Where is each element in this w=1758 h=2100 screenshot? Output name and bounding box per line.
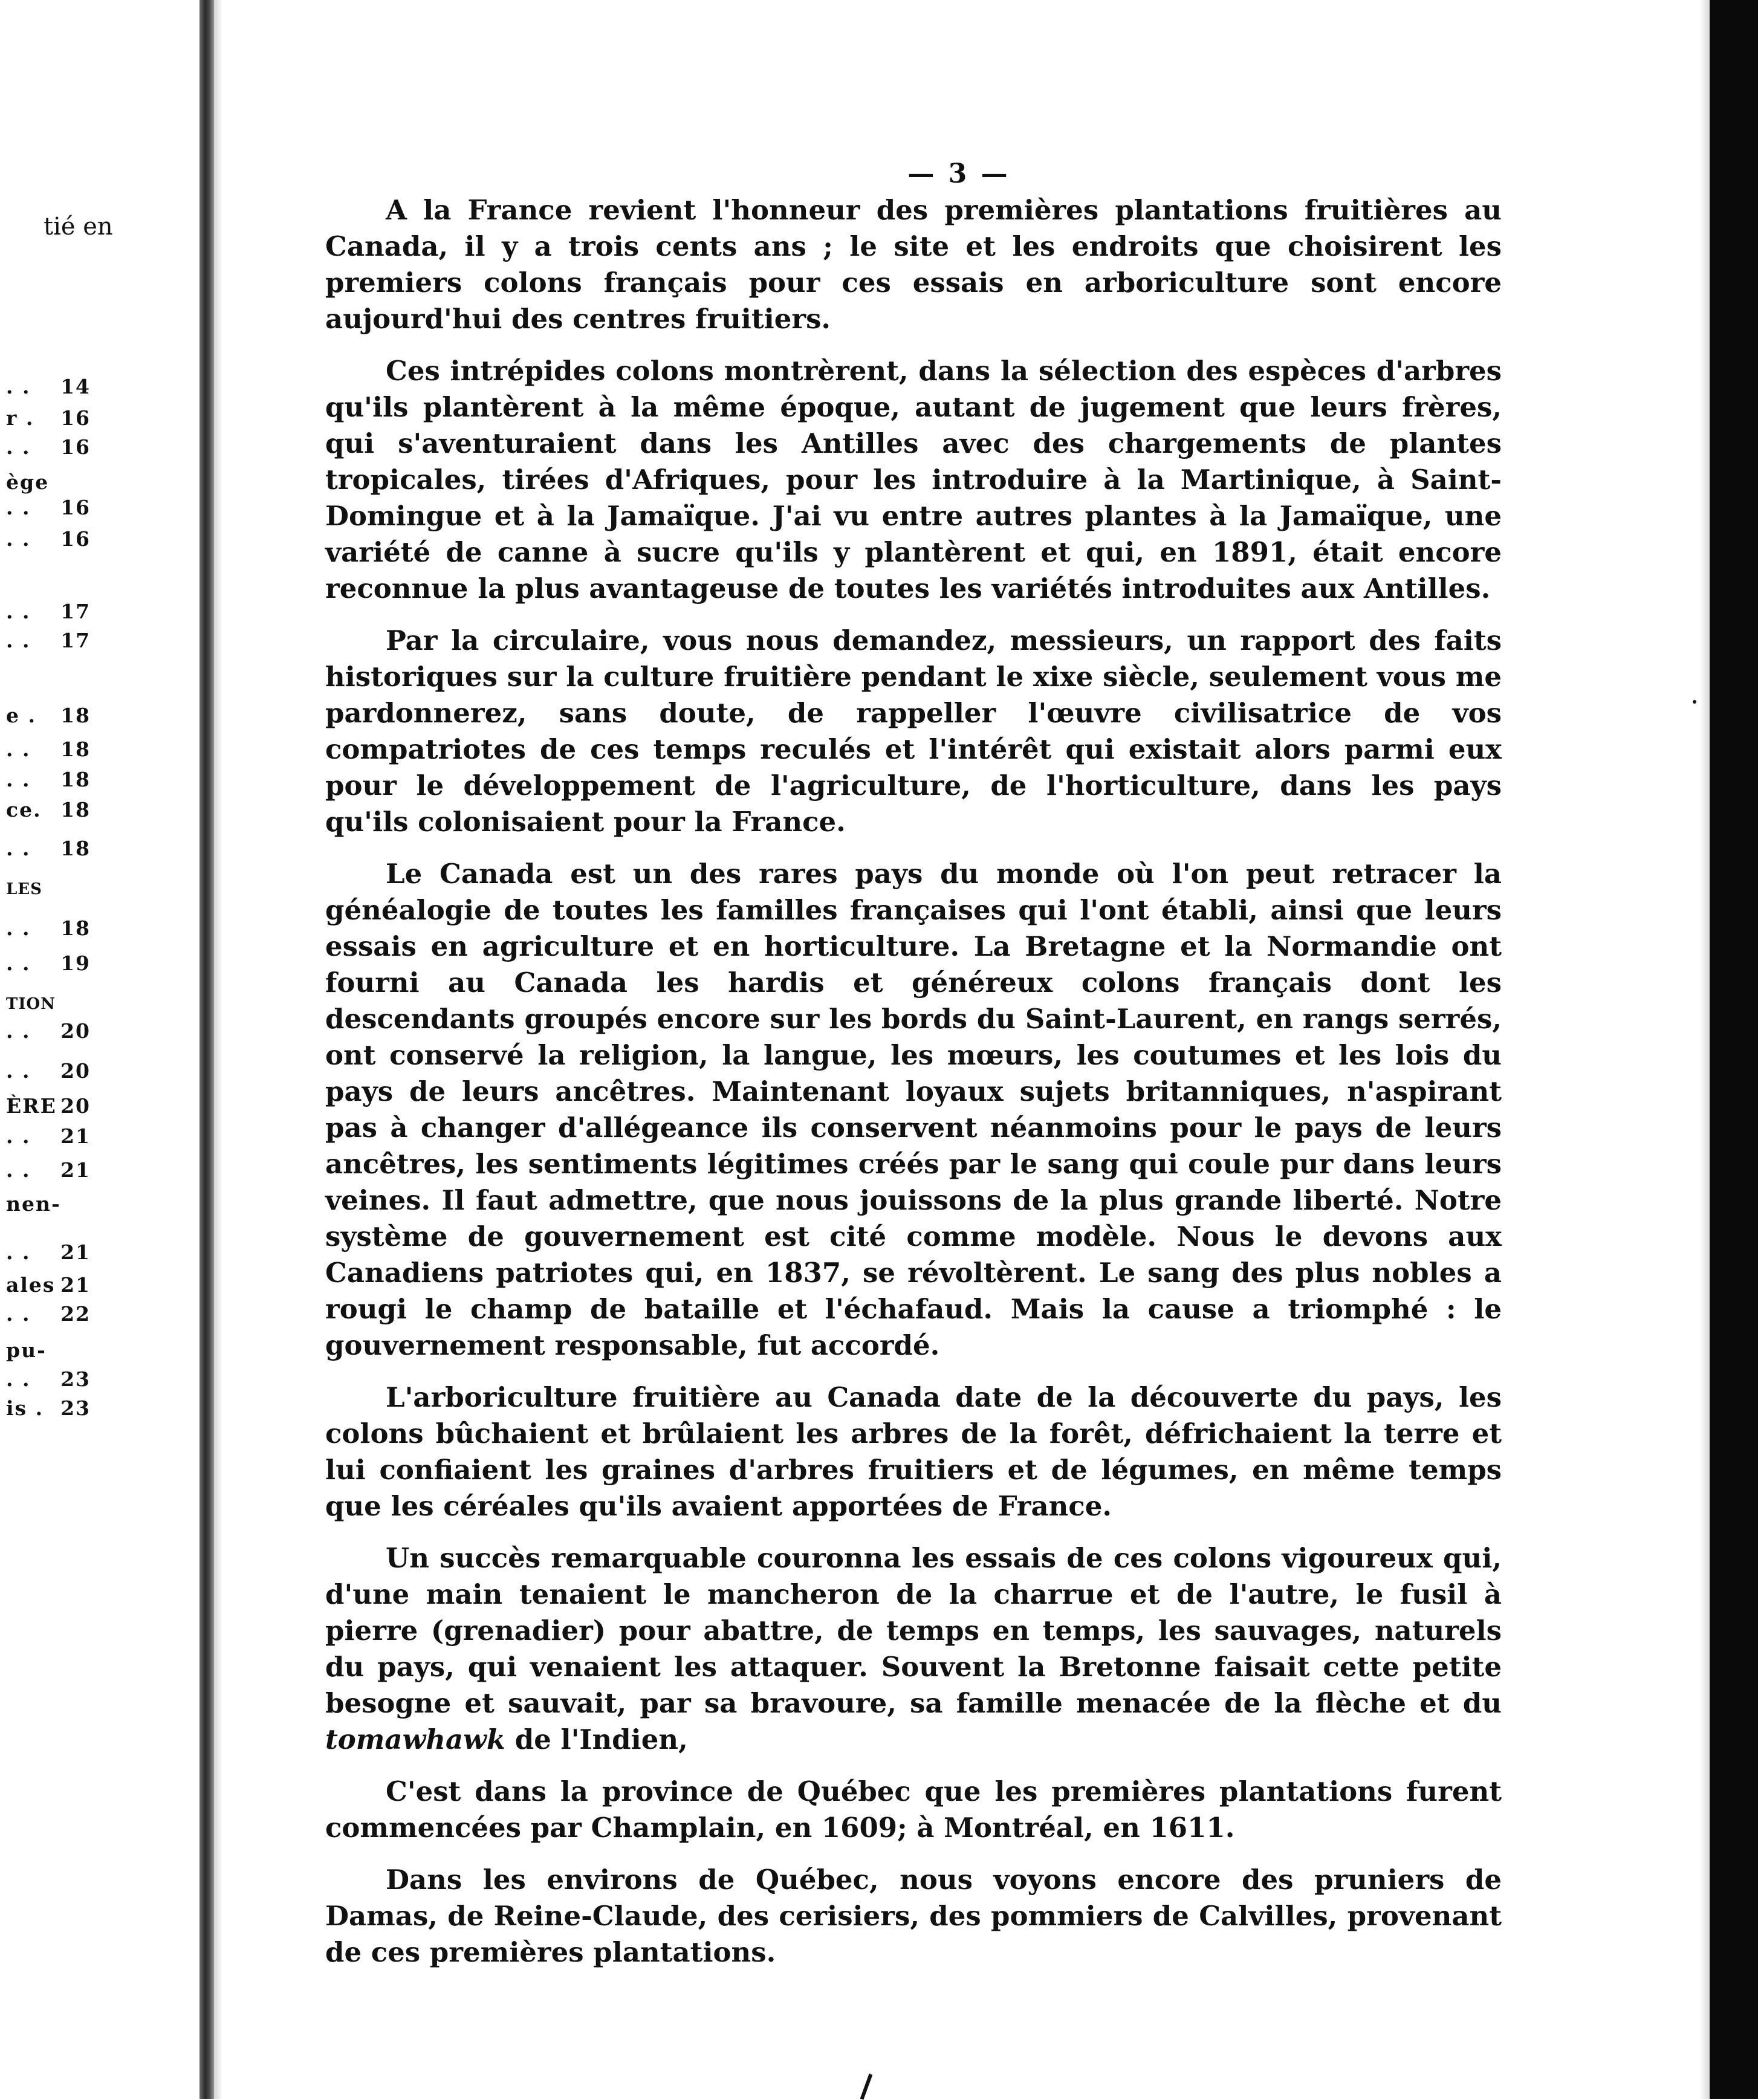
toc-entry (6, 527, 97, 551)
toc-heading-fragment: tié en (44, 213, 113, 241)
toc-entry-fragment: . . (6, 1302, 31, 1326)
page-edge (1700, 0, 1710, 2099)
toc-entry-fragment: . . (6, 951, 31, 975)
toc-page-number: 16 (60, 435, 91, 459)
toc-entry-fragment: . . (6, 527, 31, 551)
toc-page-number: 23 (60, 1396, 91, 1420)
toc-page-number: 18 (60, 798, 91, 822)
scan-border-right (1710, 0, 1758, 2099)
toc-entry-fragment: . . (6, 1158, 31, 1182)
toc-entry (6, 435, 97, 459)
toc-page-number: 20 (60, 1059, 91, 1083)
toc-entry (6, 1338, 97, 1362)
paragraph-1: A la France revient l'honneur des premières plantations fruitières au Canada, il y a trois cents ans ; le site et les endroits que choisirent les premiers colons français pour ces essais en arboriculture sont encore aujourd'hui des centres fruitiers. (325, 194, 1502, 335)
toc-entry-fragment: TION (6, 995, 56, 1013)
toc-entry (6, 1059, 97, 1083)
paragraph-6-text: Un succès remarquable couronna les essais de ces colons vigoureux qui, d'une main tenaient le mancheron de la charrue et de l'autre, le fusil à pierre (grenadier) pour abattre, de temps en temps, les sauvages, naturels du pays, qui venaient les attaquer. Souvent la Bretonne faisait cette petite besogne et sauvait, par sa bravoure, sa famille menacée de la flèche et du (325, 1542, 1502, 1719)
toc-entry-fragment: r . (6, 406, 34, 430)
toc-page-number: 21 (60, 1158, 91, 1182)
toc-entry-fragment: . . (6, 1240, 31, 1264)
toc-entry (6, 995, 56, 1013)
toc-entry-fragment: . . (6, 1367, 31, 1391)
toc-entry (6, 1019, 97, 1043)
toc-page-number: 20 (60, 1094, 91, 1118)
toc-entry-fragment: . . (6, 1059, 31, 1083)
toc-entry (6, 600, 97, 623)
toc-entry (6, 1302, 97, 1326)
toc-entry (6, 768, 97, 791)
toc-entry-fragment: ège (6, 470, 50, 494)
toc-entry (6, 375, 97, 398)
toc-entry-fragment: pu- (6, 1338, 47, 1362)
toc-entry-fragment: . . (6, 629, 31, 652)
toc-entry (6, 1124, 97, 1148)
toc-page-number: 21 (60, 1240, 91, 1264)
toc-entry (6, 1240, 97, 1264)
paragraph-6 (325, 1540, 1502, 1758)
toc-page-number: 18 (60, 768, 91, 791)
paragraph-2: Ces intrépides colons montrèrent, dans la sélection des espèces d'arbres qu'ils plantèrent à la même époque, autant de jugement que leurs frères, qui s'aventuraient dans les Antilles avec des chargements de plantes tropicales, tirées d'Afriques, pour les introduire à la Martinique, à Saint-Domingue et à la Jamaïque. J'ai vu entre autres plantes à la Jamaïque, une variété de canne à sucre qu'ils y plantèrent et qui, en 1891, était encore reconnue la plus avantageuse de toutes les variétés introduites aux Antilles. (325, 355, 1502, 604)
toc-entry (6, 916, 97, 940)
toc-entry-fragment: ÈRE (6, 1094, 57, 1118)
paragraph-4: Le Canada est un des rares pays du monde où l'on peut retracer la généalogie de toutes les familles françaises qui l'ont établi, ainsi que leurs essais en agriculture et en horticulture. La Bretagne et la Normandie ont fourni au Canada les hardis et généreux colons français dont les descendants groupés encore sur les bords du Saint-Laurent, en rangs serrés, ont conservé la religion, la langue, les mœurs, les coutumes et les lois du pays de leurs ancêtres. Maintenant loyaux sujets britanniques, n'aspirant pas à changer d'allégeance ils conservent néanmoins pour le pays de leurs ancêtres, les sentiments légitimes créés par le sang qui coule pur dans leurs veines. Il faut admettre, que nous jouissons de la plus grande liberté. Notre système de gouvernement est cité comme modèle. Nous le devons aux Canadiens patriotes qui, en 1837, se révoltèrent. Le sang des plus nobles a rougi le champ de bataille et l'échafaud. Mais la cause a triomphé : le gouvernement responsable, fut accordé. (325, 858, 1502, 1361)
toc-page-number: 18 (60, 837, 91, 860)
toc-page-number: 16 (60, 496, 91, 519)
page-3 (222, 0, 1700, 2099)
toc-page-number: 18 (60, 916, 91, 940)
toc-entry (6, 1396, 97, 1420)
toc-entry (6, 1192, 97, 1216)
toc-entry (6, 470, 97, 494)
toc-entry (6, 837, 97, 860)
toc-page-number: 14 (60, 375, 91, 398)
toc-entry (6, 704, 97, 727)
toc-entry (6, 951, 97, 975)
toc-entry-fragment: is . (6, 1396, 44, 1420)
toc-entry (6, 880, 42, 898)
body-text (325, 192, 1502, 1986)
toc-entry (6, 1094, 97, 1118)
toc-entry-fragment: LES (6, 880, 42, 898)
toc-entry-fragment: . . (6, 916, 31, 940)
toc-page-number: 18 (60, 704, 91, 727)
toc-entry-fragment: . . (6, 496, 31, 519)
toc-entry-fragment: . . (6, 435, 31, 459)
toc-page-number: 21 (60, 1273, 91, 1297)
previous-page-fragment (0, 0, 199, 2099)
toc-entry (6, 1158, 97, 1182)
toc-page-number: 22 (60, 1302, 91, 1326)
toc-page-number: 21 (60, 1124, 91, 1148)
toc-page-number: 17 (60, 600, 91, 623)
toc-entry-fragment: ales (6, 1273, 56, 1297)
toc-entry-fragment: nen- (6, 1192, 61, 1216)
toc-entry-fragment: ce. (6, 798, 42, 822)
toc-entry-fragment: . . (6, 1019, 31, 1043)
paragraph-5: L'arboriculture fruitière au Canada date de la découverte du pays, les colons bûchaient et brûlaient les arbres de la forêt, défrichaient la terre et lui confiaient les graines d'arbres fruitiers et de légumes, en même temps que les céréales qu'ils avaient apportées de France. (325, 1381, 1502, 1522)
toc-page-number: 23 (60, 1367, 91, 1391)
toc-entry-fragment: e . (6, 704, 36, 727)
gutter-shadow (214, 0, 222, 2099)
paragraph-3: Par la circulaire, vous nous demandez, messieurs, un rapport des faits historiques sur la culture fruitière pendant le xixe siècle, seulement vous me pardonnerez, sans doute, de rappeller l'œuvre civilisatrice de vos compatriotes de ces temps reculés et l'intérêt qui existait alors parmi eux pour le développement de l'agriculture, de l'horticulture, dans les pays qu'ils colonisaient pour la France. (325, 624, 1502, 838)
paragraph-7: C'est dans la province de Québec que les premières plantations furent commencées par Champlain, en 1609; à Montréal, en 1611. (325, 1775, 1502, 1844)
toc-page-number: 16 (60, 527, 91, 551)
toc-entry-fragment: . . (6, 375, 31, 398)
toc-page-number: 19 (60, 951, 91, 975)
toc-entry-fragment: . . (6, 737, 31, 761)
paragraph-6-tail: de l'Indien, (505, 1723, 688, 1755)
toc-entry-fragment: . . (6, 837, 31, 860)
toc-page-number: 17 (60, 629, 91, 652)
toc-entry (6, 737, 97, 761)
book-gutter (199, 0, 214, 2099)
toc-page-number: 18 (60, 737, 91, 761)
toc-entry (6, 406, 97, 430)
paragraph-6-italic-word: tomawhawk (325, 1723, 506, 1755)
scan-speck (1693, 700, 1696, 704)
toc-page-number: 16 (60, 406, 91, 430)
toc-page-number: 20 (60, 1019, 91, 1043)
toc-entry-fragment: . . (6, 600, 31, 623)
toc-entry-fragment: . . (6, 1124, 31, 1148)
paragraph-8: Dans les environs de Québec, nous voyons encore des pruniers de Damas, de Reine-Claude, des cerisiers, des pommiers de Calvilles, provenant de ces premières plantations. (325, 1864, 1502, 1968)
page-number: — 3 — (907, 158, 1010, 189)
toc-entry-fragment: . . (6, 768, 31, 791)
toc-entry (6, 629, 97, 652)
toc-entry (6, 1273, 97, 1297)
toc-entry (6, 798, 97, 822)
toc-entry (6, 1367, 97, 1391)
toc-entry (6, 496, 97, 519)
